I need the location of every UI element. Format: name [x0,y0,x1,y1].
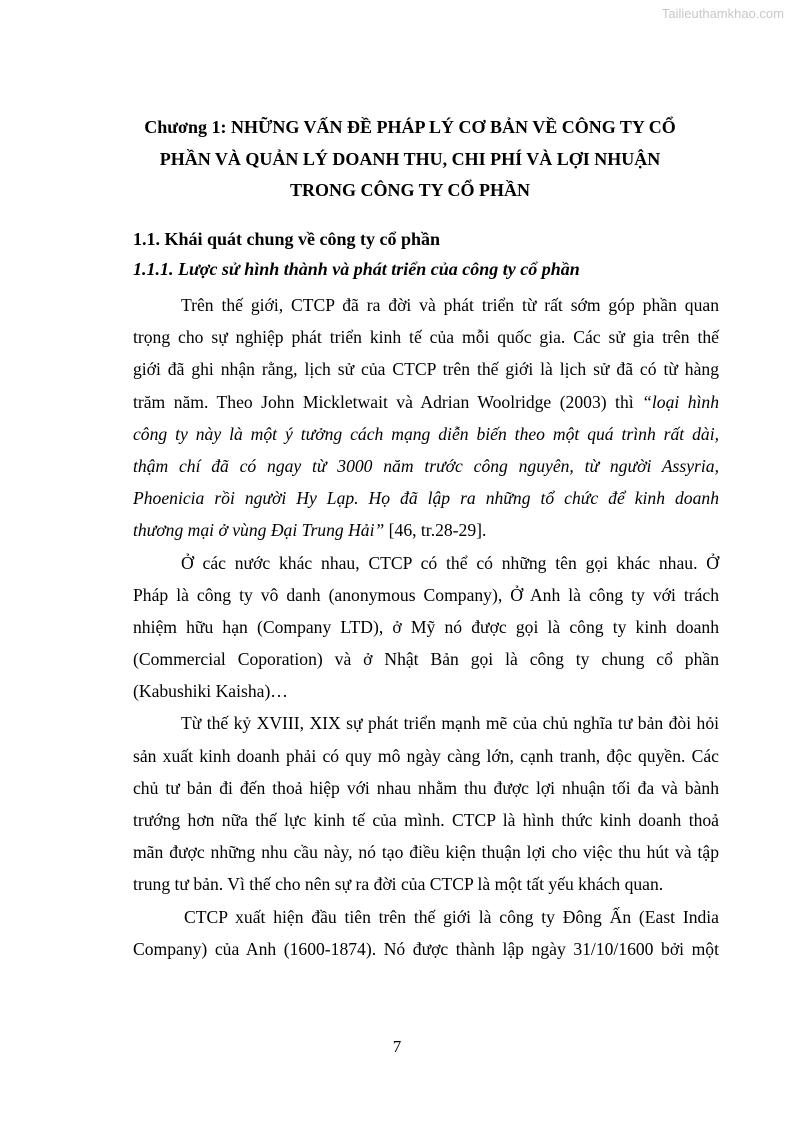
text-line: (Commercial Coporation) và ở Nhật Bản gọi là công ty chung cổ phần [133,649,719,670]
citation: [46, tr.28-29]. [384,520,487,541]
watermark: Tailieuthamkhao.com [661,6,784,21]
chapter-title-line: TRONG CÔNG TY CỔ PHẦN [289,180,530,200]
text-line: Từ thế kỷ XVIII, XIX sự phát triển mạnh mẽ của chủ nghĩa tư bản đòi hỏi [181,713,719,734]
text-line [133,418,719,450]
paragraph-3 [133,707,719,900]
text-line: chủ tư bản đi đến thoả hiệp với nhau nhằm thu được lợi nhuận tối đa và bành [133,777,719,798]
text-line: Pháp là công ty vô danh (anonymous Company), Ở Anh là công ty với trách [133,584,719,605]
chapter-title-line: Chương 1: NHỮNG VẤN ĐỀ PHÁP LÝ CƠ BẢN VỀ CÔNG TY CỔ [144,117,676,137]
quote-span: “loại hình [642,391,719,412]
paragraph-2 [133,547,719,708]
text-line: CTCP xuất hiện đầu tiên trên thế giới là công ty Đông Ấn (East India [184,906,719,927]
text-span: trăm năm. Theo John Mickletwait và Adrian Woolridge (2003) thì [133,391,643,412]
text-line: mãn được những nhu cầu này, nó tạo điều kiện thuận lợi cho việc thu hút và tập [133,842,719,863]
text-line: Ở các nước khác nhau, CTCP có thể có những tên gọi khác nhau. Ở [181,552,719,573]
text-line: sản xuất kinh doanh phải có quy mô ngày càng lớn, cạnh tranh, độc quyền. Các [133,745,719,766]
text-line [133,482,719,514]
quote-span: Phoenicia rồi người Hy Lạp. Họ đã lập ra những tổ chức để kinh doanh [133,488,719,509]
chapter-title [120,112,700,207]
body-text [133,289,719,965]
text-line: trung tư bản. Vì thế cho nên sự ra đời của CTCP là một tất yếu khách quan. [133,874,664,895]
text-line: trướng hơn nữa thế lực kinh tế của mình. CTCP là hình thức kinh doanh thoả [133,810,719,830]
text-line [133,386,719,418]
paragraph-4 [133,901,719,965]
text-line [133,514,719,546]
text-line: trọng cho sự nghiệp phát triển kinh tế của mỗi quốc gia. Các sử gia trên thế [133,327,719,348]
text-line [133,450,719,482]
quote-span: công ty này là một ý tưởng cách mạng diễn biến theo một quá trình rất dài, [133,423,719,444]
text-line: giới đã ghi nhận rằng, lịch sử của CTCP trên thế giới là lịch sử đã có từ hàng [133,359,719,380]
quote-span: thương mại ở vùng Đại Trung Hải” [133,520,385,541]
text-line: Trên thế giới, CTCP đã ra đời và phát triển từ rất sớm góp phần quan [181,295,719,315]
section-heading: 1.1. Khái quát chung về công ty cổ phần [133,229,441,249]
page-number: 7 [392,1037,402,1056]
text-line: (Kabushiki Kaisha)… [133,681,288,702]
text-line: Company) của Anh (1600-1874). Nó được thành lập ngày 31/10/1600 bởi một [133,938,719,959]
paragraph-1 [133,289,719,547]
chapter-title-line: PHẦN VÀ QUẢN LÝ DOANH THU, CHI PHÍ VÀ LỢI NHUẬN [159,148,661,169]
text-line: nhiệm hữu hạn (Company LTD), ở Mỹ nó được gọi là công ty kinh doanh [133,616,719,637]
subsection-heading: 1.1.1. Lược sử hình thành và phát triển của công ty cổ phần [133,259,580,279]
quote-span: thậm chí đã có ngay từ 3000 năm trước công nguyên, từ người Assyria, [133,455,719,476]
